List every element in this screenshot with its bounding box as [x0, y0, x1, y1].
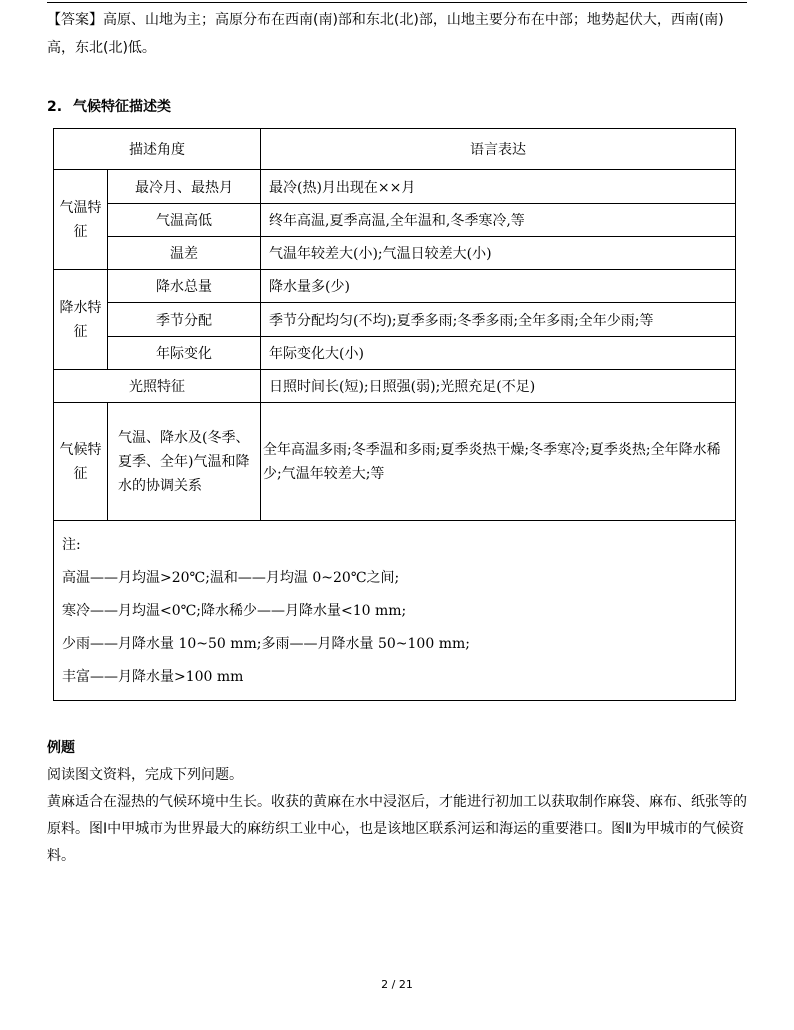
section-title-text: 气候特征描述类	[73, 99, 171, 115]
example-body: 黄麻适合在湿热的气候环境中生长。收获的黄麻在水中浸沤后，才能进行初加工以获取制作麻袋、麻布、纸张等的原料。图Ⅰ中甲城市为世界最大的麻纺织工业中心，也是该地区联系河运和海运的重要港口。图Ⅱ为甲城市的气候资料。	[47, 794, 747, 864]
table-row	[54, 237, 736, 270]
note-line: 寒冷——月均温<0℃;降水稀少——月降水量<10 mm;	[62, 603, 407, 619]
group-precipitation: 降水特征	[54, 270, 108, 370]
table-row	[54, 204, 736, 237]
page-number: 2 / 21	[381, 978, 413, 991]
aspect-cell: 降水总量	[108, 270, 261, 303]
header-expression: 语言表达	[261, 129, 736, 170]
table-row	[54, 170, 736, 204]
table-row	[54, 337, 736, 370]
aspect-cell: 气温、降水及(冬季、夏季、全年)气温和降水的协调关系	[108, 403, 261, 521]
note-line: 丰富——月降水量>100 mm	[62, 669, 244, 685]
aspect-cell: 季节分配	[108, 303, 261, 337]
table-row	[54, 370, 736, 403]
note-cell	[54, 521, 736, 701]
aspect-cell: 气温高低	[108, 204, 261, 237]
header-aspect: 描述角度	[54, 129, 261, 170]
answer-label: 【答案】	[47, 12, 103, 28]
group-climate: 气候特征	[54, 403, 108, 521]
answer-paragraph	[47, 6, 747, 62]
table-row	[54, 303, 736, 337]
header-rule	[47, 2, 747, 3]
climate-description-table	[53, 128, 736, 701]
table-header-row	[54, 129, 736, 170]
expression-cell: 全年高温多雨;冬季温和多雨;夏季炎热干燥;冬季寒冷;夏季炎热;全年降水稀少;气温年较差大;等	[261, 403, 736, 521]
group-temperature: 气温特征	[54, 170, 108, 270]
expression-cell: 降水量多(少)	[261, 270, 736, 303]
expression-cell: 终年高温,夏季高温,全年温和,冬季寒冷,等	[261, 204, 736, 237]
table-row	[54, 270, 736, 303]
aspect-cell: 温差	[108, 237, 261, 270]
note-line: 少雨——月降水量 10~50 mm;多雨——月降水量 50~100 mm;	[62, 636, 470, 652]
aspect-cell: 年际变化	[108, 337, 261, 370]
expression-cell: 季节分配均匀(不均);夏季多雨;冬季多雨;全年多雨;全年少雨;等	[261, 303, 736, 337]
expression-cell: 年际变化大(小)	[261, 337, 736, 370]
example-section	[47, 735, 747, 870]
section-number: 2.	[47, 99, 63, 115]
answer-text: 高原、山地为主；高原分布在西南(南)部和东北(北)部，山地主要分布在中部；地势起伏大，西南(南)高，东北(北)低。	[47, 12, 724, 56]
note-line: 高温——月均温>20℃;温和——月均温 0~20℃之间;	[62, 570, 400, 586]
example-heading: 例题	[47, 740, 75, 756]
note-label: 注:	[62, 537, 81, 553]
aspect-sunlight: 光照特征	[54, 370, 261, 403]
note-row	[54, 521, 736, 701]
expression-cell: 气温年较差大(小);气温日较差大(小)	[261, 237, 736, 270]
table-row	[54, 403, 736, 521]
expression-cell: 最冷(热)月出现在××月	[261, 170, 736, 204]
aspect-cell: 最冷月、最热月	[108, 170, 261, 204]
section-title	[47, 95, 171, 119]
expression-cell: 日照时间长(短);日照强(弱);光照充足(不足)	[261, 370, 736, 403]
example-intro: 阅读图文资料，完成下列问题。	[47, 767, 243, 783]
